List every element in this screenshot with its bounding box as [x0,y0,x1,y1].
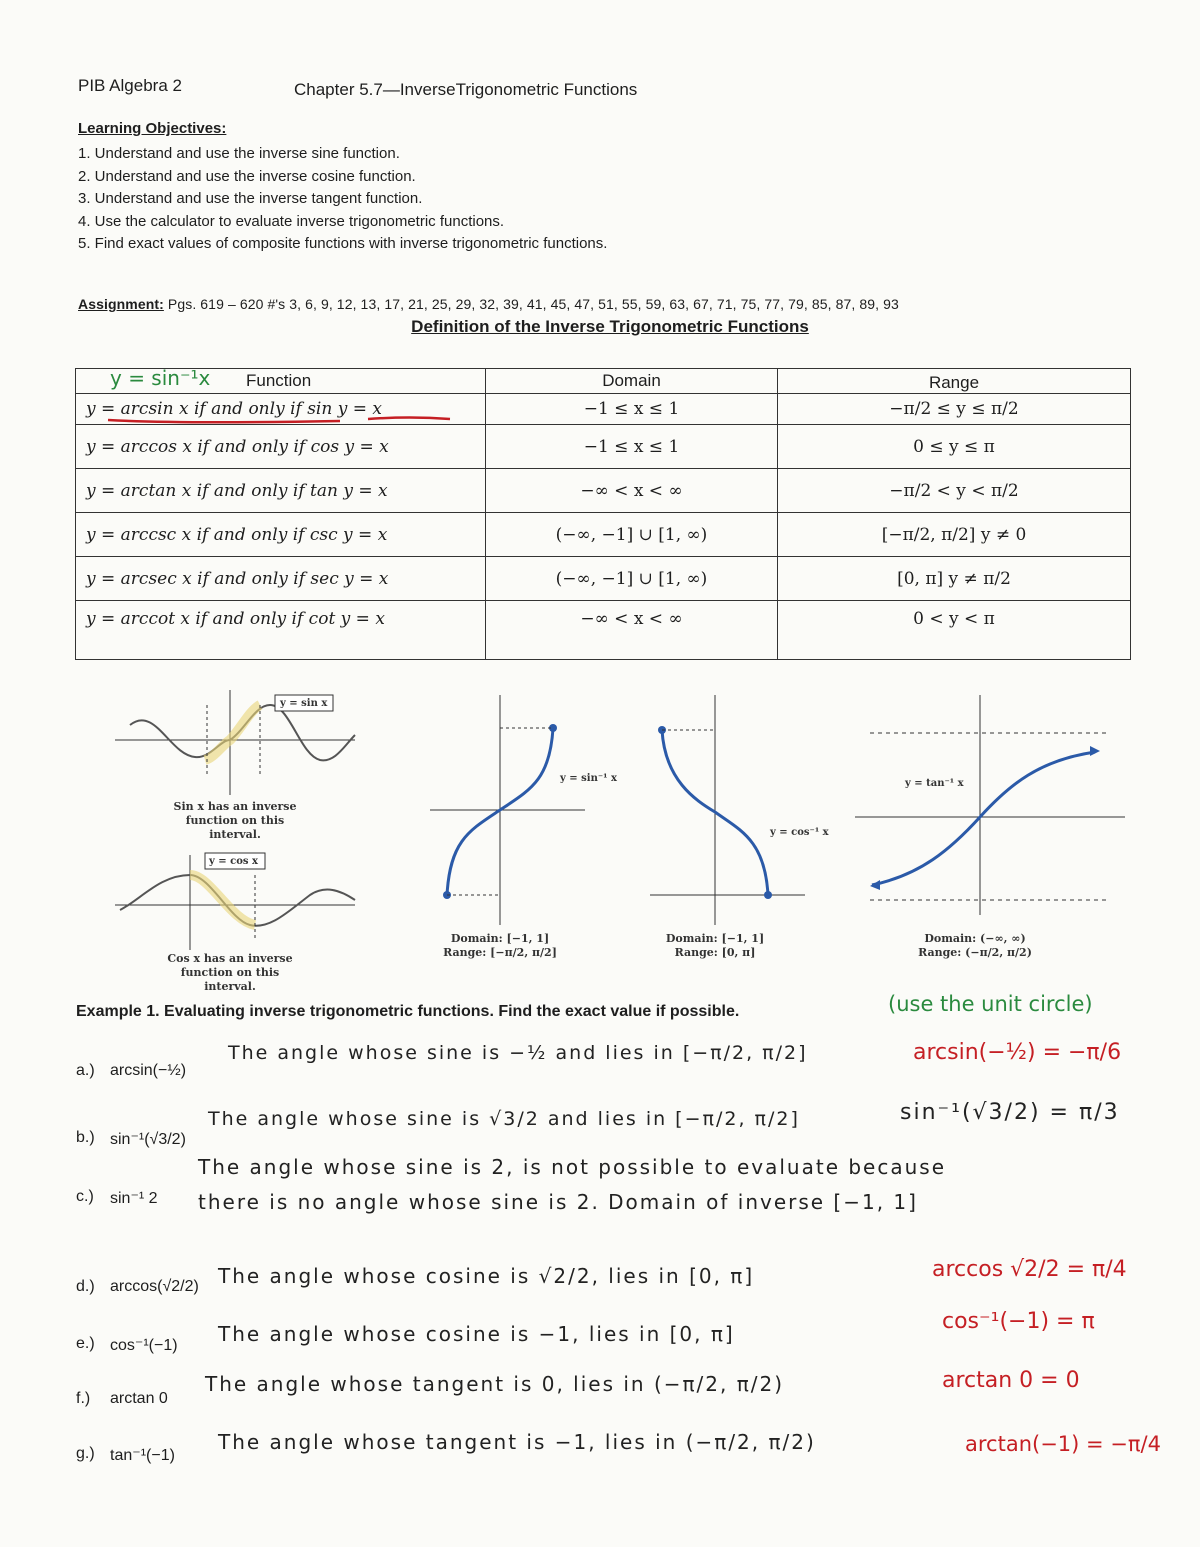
part-g-work: The angle whose tangent is −1, lies in (−π/2, π/2) [218,1430,816,1454]
range-text: Range: (−π/2, π/2) [918,946,1032,959]
handwritten-sin-inverse: y = sin⁻¹x [110,366,211,390]
red-underline-marks [100,412,460,426]
part-c-expr: sin⁻¹ 2 [110,1190,158,1207]
objectives-list [78,143,607,256]
part-d-expr: arccos(√2/2) [110,1278,199,1295]
part-b-answer: sin⁻¹(√3/2) = π/3 [900,1100,1120,1125]
example-note: (use the unit circle) [888,992,1093,1016]
fn-text: y = arctan x if and only if tan y = x [86,480,388,501]
part-b-work: The angle whose sine is √3/2 and lies in [−π/2, π/2] [208,1108,800,1130]
part-g-answer: arctan(−1) = −π/4 [965,1432,1161,1456]
example-title: Example 1. Evaluating inverse trigonometric functions. Find the exact value if possible. [76,1003,740,1020]
arcsin-label: y = sin⁻¹ x [560,773,617,784]
row-fn [76,425,486,469]
sin-caption [160,800,310,842]
part-g-expr: tan⁻¹(−1) [110,1447,175,1464]
part-f-work: The angle whose tangent is 0, lies in (−π/2, π/2) [205,1372,785,1396]
fn-text: y = arccot x if and only if cot y = x [86,609,385,629]
part-b-label: b.) [76,1129,95,1146]
chapter-title: Chapter 5.7—InverseTrigonometric Functions [294,80,638,99]
row-fn [76,557,486,601]
caption-line: function on this interval. [185,814,285,841]
objective-item: 3. Understand and use the inverse tangent function. [78,190,423,207]
table-row [76,425,1131,469]
cos-caption [155,952,305,994]
domain-text: Domain: [−1, 1] [665,932,765,945]
row-domain: (−∞, −1] ∪ [1, ∞) [486,513,778,557]
row-range: 0 < y < π [778,601,1131,660]
row-range: [−π/2, π/2] y ≠ 0 [778,513,1131,557]
caption-line: Sin x has an inverse [173,800,297,813]
header-domain: Domain [486,369,778,394]
assignment [78,296,899,312]
table-header-row [76,369,1131,394]
table-row [76,513,1131,557]
arcsin-caption [420,932,580,960]
table-row [76,557,1131,601]
header-range: Range [778,369,1131,394]
objectives-title: Learning Objectives: [78,120,227,137]
part-a-expr: arcsin(−½) [110,1062,187,1079]
objective-item: 2. Understand and use the inverse cosine function. [78,167,416,185]
row-fn [76,601,486,660]
table-row [76,469,1131,513]
row-range: −π/2 ≤ y ≤ π/2 [778,394,1131,425]
assignment-label: Assignment: [78,296,164,312]
cos-label: y = cos x [209,856,258,867]
fn-text: y = arccos x if and only if cos y = x [86,436,389,457]
part-e-answer: cos⁻¹(−1) = π [942,1309,1095,1334]
table-row [76,601,1131,660]
row-domain: (−∞, −1] ∪ [1, ∞) [486,557,778,601]
part-f-expr: arctan 0 [110,1390,168,1407]
definition-title: Definition of the Inverse Trigonometric Functions [411,317,809,336]
part-f-label: f.) [76,1390,91,1407]
range-text: Range: [0, π] [674,946,756,959]
domain-text: Domain: [−1, 1] [450,932,550,945]
part-d-answer: arccos √2/2 = π/4 [932,1257,1127,1282]
row-domain: −1 ≤ x ≤ 1 [486,425,778,469]
part-a-label: a.) [76,1062,95,1079]
arctan-label: y = tan⁻¹ x [905,778,964,789]
row-domain: −∞ < x < ∞ [486,601,778,660]
part-b-expr: sin⁻¹(√3/2) [110,1131,186,1148]
part-e-work: The angle whose cosine is −1, lies in [0, π] [218,1322,735,1346]
arctan-graph [850,690,1130,920]
objective-item: 5. Find exact values of composite functions with inverse trigonometric functions. [78,235,608,252]
objective-item: 1. Understand and use the inverse sine function. [78,145,400,162]
fn-text: y = arccsc x if and only if csc y = x [86,524,388,545]
part-c-work: The angle whose sine is 2, is not possible to evaluate because [198,1155,947,1179]
row-fn [76,513,486,557]
row-range: −π/2 < y < π/2 [778,469,1131,513]
arctan-caption [895,932,1055,960]
part-d-label: d.) [76,1278,95,1295]
row-domain: −1 ≤ x ≤ 1 [486,394,778,425]
objective-item: 4. Use the calculator to evaluate inverse trigonometric functions. [78,212,505,230]
arcsin-graph [420,690,590,930]
part-c-label: c.) [76,1188,94,1205]
assignment-text: Pgs. 619 – 620 #'s 3, 6, 9, 12, 13, 17, 21, 25, 29, 32, 39, 41, 45, 47, 51, 55, 59, 63, 67, 71, 75, 77, 79, 85, 87, 89, 93 [167,296,899,312]
arccos-caption [635,932,795,960]
arccos-label: y = cos⁻¹ x [770,827,829,838]
part-c-work2: there is no angle whose sine is 2. Domain of inverse [−1, 1] [198,1190,918,1214]
course-title: PIB Algebra 2 [78,76,182,95]
caption-line: Cos x has an inverse [167,952,293,965]
range-text: Range: [−π/2, π/2] [443,946,557,959]
arccos-graph [640,690,810,930]
part-a-work: The angle whose sine is −½ and lies in [−π/2, π/2] [228,1042,808,1064]
row-range: 0 ≤ y ≤ π [778,425,1131,469]
fn-text: y = arcsec x if and only if sec y = x [86,568,389,589]
row-fn [76,469,486,513]
header-function: Function [76,369,486,394]
row-domain: −∞ < x < ∞ [486,469,778,513]
part-a-answer: arcsin(−½) = −π/6 [913,1040,1122,1065]
sin-label: y = sin x [280,698,328,709]
part-e-label: e.) [76,1335,95,1352]
fn-text: y = arcsin x if and only if sin y = x [86,399,382,419]
part-g-label: g.) [76,1445,95,1462]
caption-line: function on this interval. [180,966,280,993]
part-f-answer: arctan 0 = 0 [942,1368,1080,1393]
domain-text: Domain: (−∞, ∞) [924,932,1026,945]
row-range: [0, π] y ≠ π/2 [778,557,1131,601]
part-e-expr: cos⁻¹(−1) [110,1337,178,1354]
part-d-work: The angle whose cosine is √2/2, lies in [0, π] [218,1264,755,1288]
